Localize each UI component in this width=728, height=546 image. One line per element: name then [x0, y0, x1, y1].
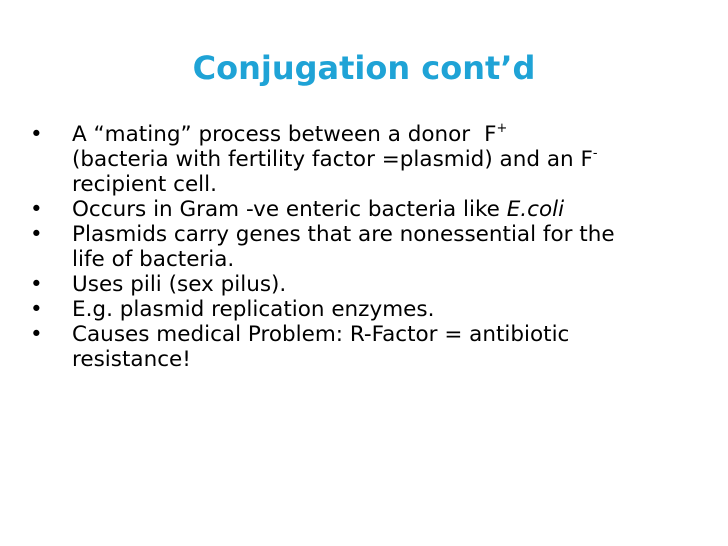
- bullet-line: [72, 122, 710, 147]
- bullet-dot: •: [30, 297, 43, 322]
- bullet-text: (bacteria with fertility factor =plasmid) and an F: [72, 147, 593, 172]
- bullet-line: recipient cell.: [72, 172, 217, 197]
- bullet-line: [72, 147, 710, 172]
- bullet-line: [72, 197, 710, 222]
- superscript: +: [496, 120, 508, 136]
- bullet-item: [30, 197, 710, 222]
- bullet-line: E.g. plasmid replication enzymes.: [72, 297, 435, 322]
- bullet-text: F: [484, 122, 497, 147]
- bullet-list: [30, 122, 710, 372]
- bullet-item: [30, 122, 710, 197]
- bullet-text: Occurs in Gram -ve enteric bacteria like: [72, 197, 507, 222]
- bullet-line: Plasmids carry genes that are nonessential for the: [72, 222, 615, 247]
- bullet-dot: •: [30, 322, 43, 347]
- bullet-line: resistance!: [72, 347, 191, 372]
- bullet-line: life of bacteria.: [72, 247, 235, 272]
- bullet-dot: •: [30, 197, 43, 222]
- bullet-line: Causes medical Problem: R-Factor = antibiotic: [72, 322, 570, 347]
- bullet-dot: •: [30, 122, 43, 147]
- bullet-item: [30, 272, 710, 297]
- bullet-dot: •: [30, 272, 43, 297]
- slide-title: Conjugation cont’d: [192, 49, 536, 87]
- bullet-line: Uses pili (sex pilus).: [72, 272, 287, 297]
- bullet-text: A “mating” process between a donor: [72, 122, 471, 147]
- bullet-dot: •: [30, 222, 43, 247]
- bullet-item: [30, 322, 710, 372]
- superscript: -: [592, 145, 598, 161]
- bullet-item: [30, 222, 710, 272]
- italic-text: E.coli: [506, 197, 565, 222]
- bullet-item: [30, 297, 710, 322]
